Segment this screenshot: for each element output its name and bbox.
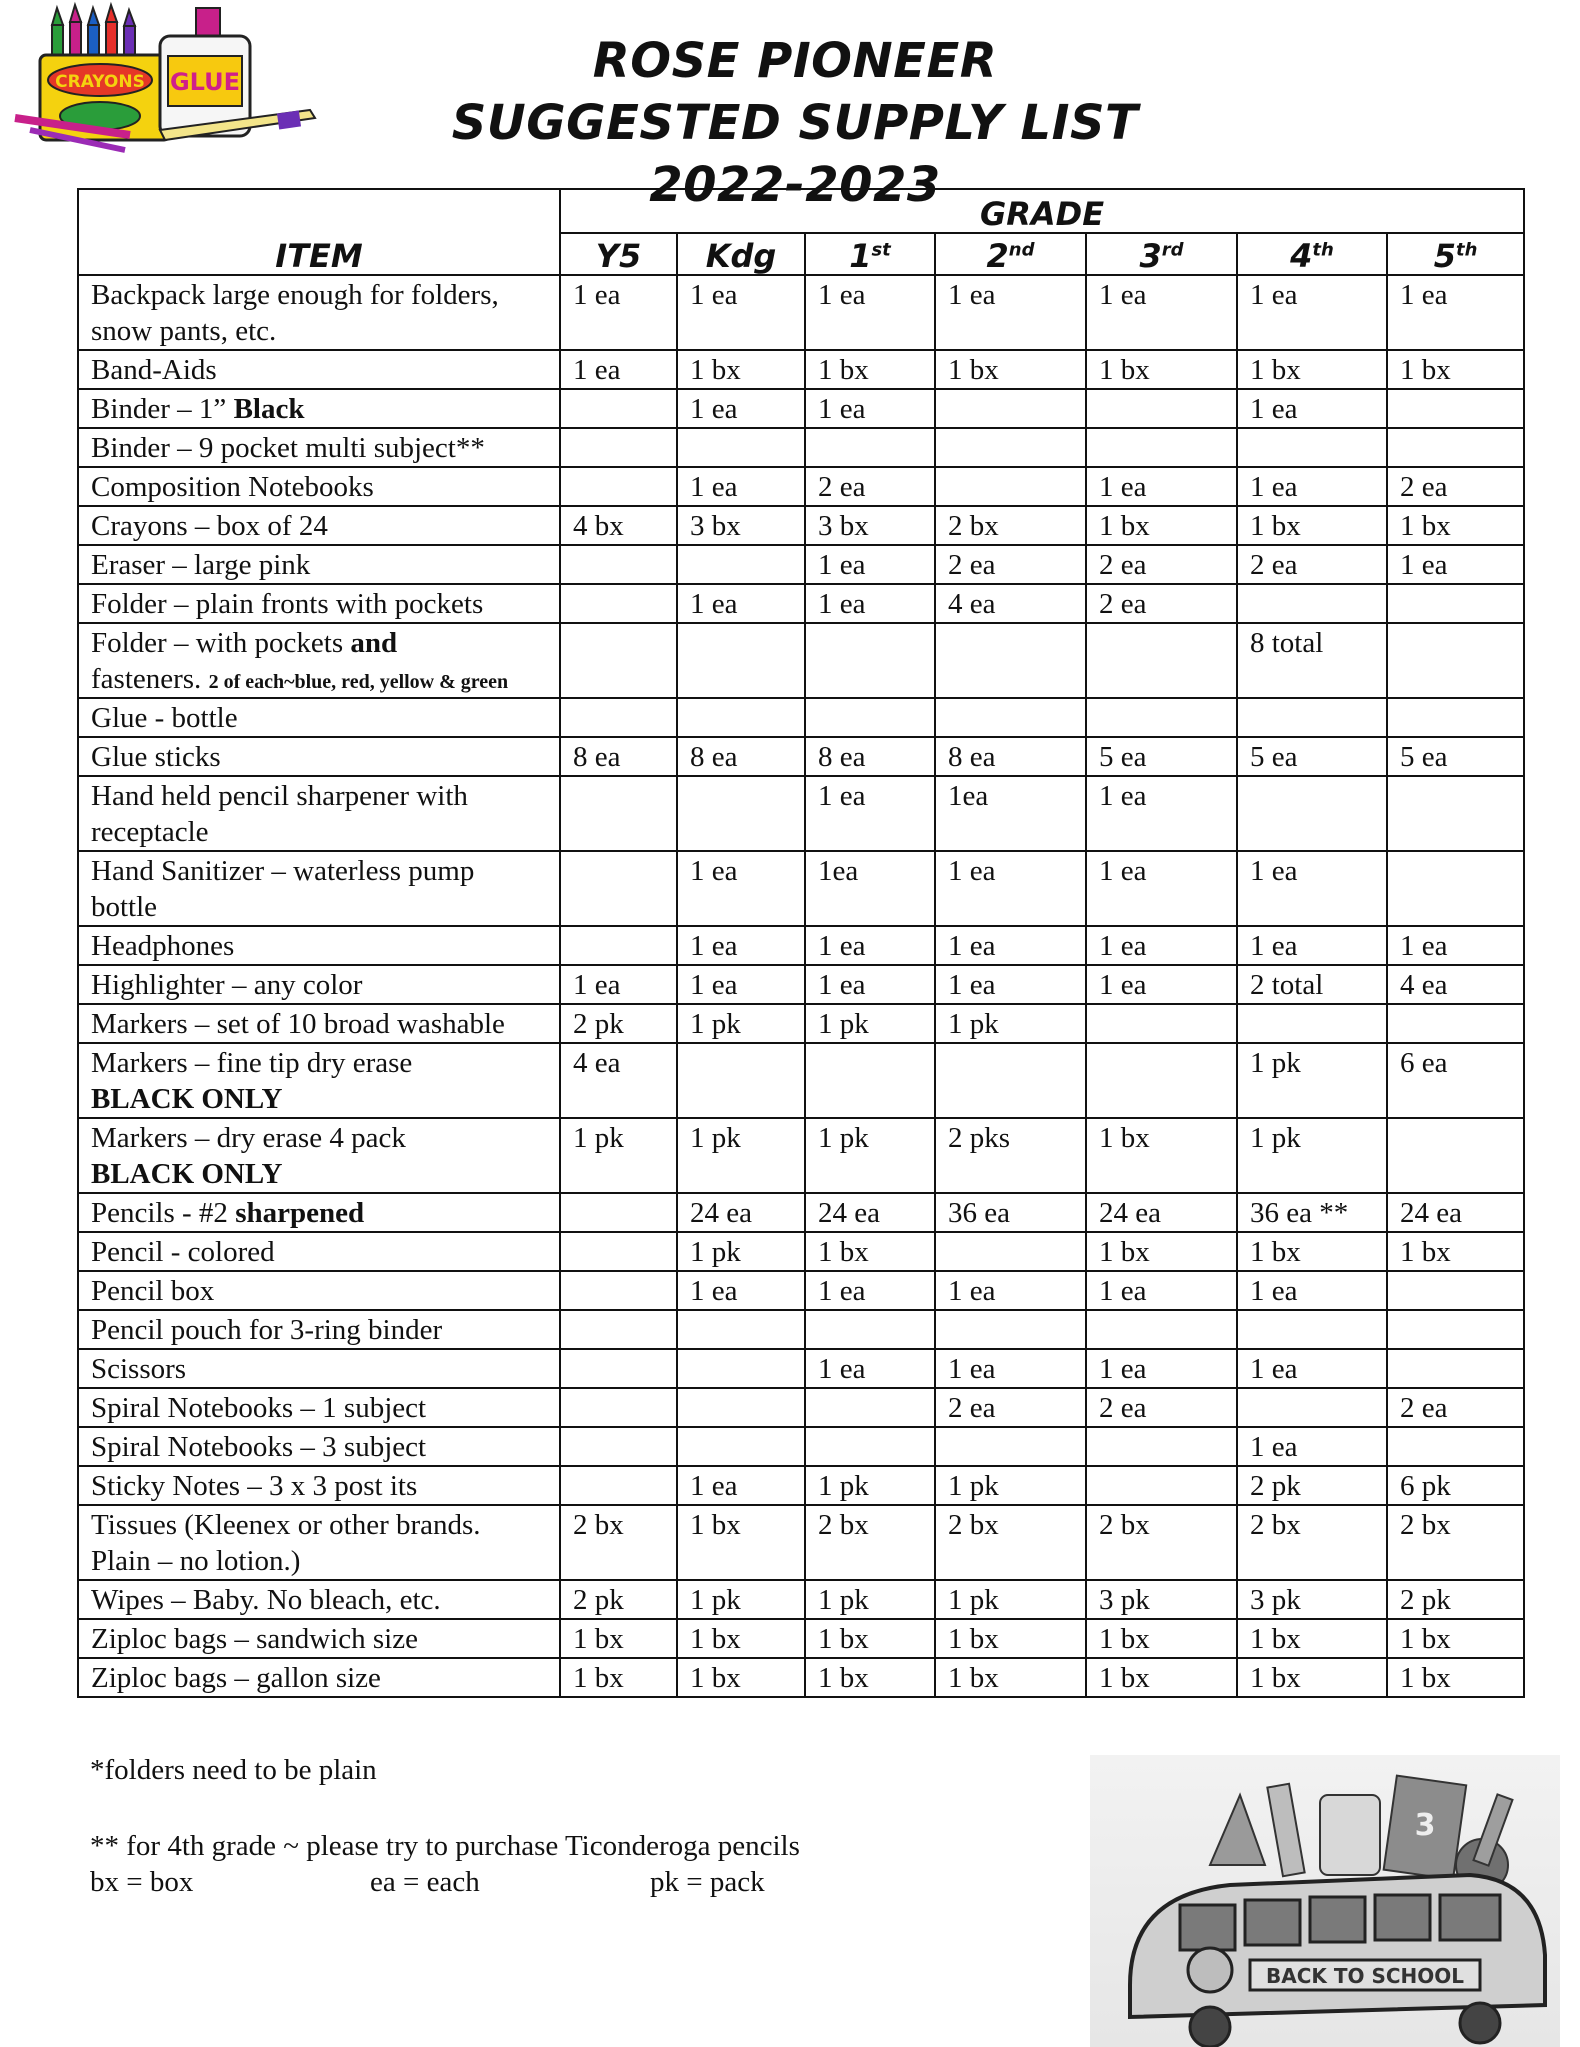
item-cell: Folder – plain fronts with pockets	[78, 584, 560, 623]
quantity-cell	[805, 1043, 935, 1118]
quantity-cell	[1387, 698, 1524, 737]
item-cell: Pencil box	[78, 1271, 560, 1310]
item-cell: Binder – 9 pocket multi subject**	[78, 428, 560, 467]
school-bus-clipart	[1090, 1755, 1560, 2047]
table-row	[78, 623, 1524, 698]
quantity-cell: 1 ea	[935, 851, 1086, 926]
quantity-cell: 1 bx	[1387, 350, 1524, 389]
quantity-cell: 1 bx	[677, 1658, 805, 1697]
list-title: SUGGESTED SUPPLY LIST 2022-2023	[451, 95, 1139, 213]
item-cell: Backpack large enough for folders, snow pants, etc.	[78, 275, 560, 350]
quantity-cell	[560, 1388, 677, 1427]
quantity-cell	[560, 1232, 677, 1271]
quantity-cell: 1 ea	[1237, 275, 1387, 350]
item-cell: Band-Aids	[78, 350, 560, 389]
quantity-cell: 1 ea	[1086, 926, 1237, 965]
quantity-cell: 8 ea	[560, 737, 677, 776]
quantity-cell: 1 pk	[560, 1118, 677, 1193]
table-row	[78, 698, 1524, 737]
quantity-cell: 4 ea	[560, 1043, 677, 1118]
item-cell: Wipes – Baby. No bleach, etc.	[78, 1580, 560, 1619]
quantity-cell: 2 total	[1237, 965, 1387, 1004]
item-cell: Pencils - #2 sharpened	[78, 1193, 560, 1232]
table-row	[78, 926, 1524, 965]
quantity-cell	[805, 1310, 935, 1349]
svg-text:CRAYONS: CRAYONS	[55, 72, 145, 92]
quantity-cell: 24 ea	[1387, 1193, 1524, 1232]
table-row	[78, 851, 1524, 926]
quantity-cell: 1 ea	[805, 965, 935, 1004]
item-cell: Highlighter – any color	[78, 965, 560, 1004]
quantity-cell: 1 ea	[1086, 1349, 1237, 1388]
item-cell: Tissues (Kleenex or other brands. Plain – no lotion.)	[78, 1505, 560, 1580]
quantity-cell: 1 bx	[677, 1505, 805, 1580]
quantity-cell: 1 ea	[1387, 275, 1524, 350]
quantity-cell: 1 bx	[1086, 506, 1237, 545]
quantity-cell: 2 bx	[1086, 1505, 1237, 1580]
table-row	[78, 1427, 1524, 1466]
quantity-cell: 1 bx	[1237, 506, 1387, 545]
quantity-cell: 1 bx	[1387, 1658, 1524, 1697]
quantity-cell	[560, 389, 677, 428]
quantity-cell: 1 ea	[1237, 1427, 1387, 1466]
quantity-cell: 1 bx	[935, 1658, 1086, 1697]
item-cell: Hand Sanitizer – waterless pump bottle	[78, 851, 560, 926]
quantity-cell	[560, 584, 677, 623]
quantity-cell: 1 ea	[1237, 926, 1387, 965]
quantity-cell: 1 pk	[935, 1004, 1086, 1043]
quantity-cell	[935, 428, 1086, 467]
quantity-cell: 1 pk	[805, 1118, 935, 1193]
quantity-cell: 2 bx	[935, 1505, 1086, 1580]
quantity-cell: 1 ea	[677, 965, 805, 1004]
quantity-cell: 1 ea	[1237, 389, 1387, 428]
quantity-cell	[677, 1388, 805, 1427]
quantity-cell: 1 bx	[560, 1658, 677, 1697]
quantity-cell	[677, 545, 805, 584]
quantity-cell: 3 pk	[1086, 1580, 1237, 1619]
quantity-cell: 1 ea	[677, 467, 805, 506]
quantity-cell: 1 bx	[560, 1619, 677, 1658]
folders-note: *folders need to be plain	[90, 1754, 377, 1786]
table-row	[78, 1580, 1524, 1619]
quantity-cell	[1086, 428, 1237, 467]
quantity-cell	[1387, 1004, 1524, 1043]
quantity-cell: 5 ea	[1237, 737, 1387, 776]
quantity-cell: 1 bx	[1086, 1118, 1237, 1193]
table-row	[78, 1658, 1524, 1697]
quantity-cell	[560, 1310, 677, 1349]
quantity-cell: 3 bx	[805, 506, 935, 545]
table-row	[78, 1004, 1524, 1043]
quantity-cell: 24 ea	[677, 1193, 805, 1232]
quantity-cell	[1086, 623, 1237, 698]
quantity-cell: 1 pk	[805, 1466, 935, 1505]
quantity-cell: 4 ea	[935, 584, 1086, 623]
quantity-cell: 1 ea	[805, 1271, 935, 1310]
quantity-cell: 1 pk	[1237, 1043, 1387, 1118]
table-row	[78, 275, 1524, 350]
quantity-cell	[805, 698, 935, 737]
table-row	[78, 1349, 1524, 1388]
quantity-cell: 1 pk	[1237, 1118, 1387, 1193]
quantity-cell	[1237, 584, 1387, 623]
quantity-cell	[1387, 1310, 1524, 1349]
quantity-cell	[1237, 1310, 1387, 1349]
item-cell: Glue sticks	[78, 737, 560, 776]
quantity-cell	[560, 545, 677, 584]
table-row	[78, 1043, 1524, 1118]
quantity-cell	[677, 428, 805, 467]
quantity-cell: 2 ea	[1387, 467, 1524, 506]
quantity-cell: 1 bx	[805, 1232, 935, 1271]
item-cell: Scissors	[78, 1349, 560, 1388]
quantity-cell: 1 ea	[677, 851, 805, 926]
quantity-cell: 1 ea	[677, 389, 805, 428]
quantity-cell	[935, 623, 1086, 698]
table-row	[78, 1310, 1524, 1349]
quantity-cell	[1387, 389, 1524, 428]
quantity-cell: 1 ea	[1237, 1271, 1387, 1310]
quantity-cell: 1 ea	[935, 1349, 1086, 1388]
quantity-cell: 1 pk	[677, 1580, 805, 1619]
quantity-cell	[1086, 1427, 1237, 1466]
quantity-cell: 24 ea	[805, 1193, 935, 1232]
quantity-cell: 1 ea	[677, 275, 805, 350]
quantity-cell: 1 ea	[677, 1466, 805, 1505]
quantity-cell: 4 ea	[1387, 965, 1524, 1004]
table-row	[78, 1505, 1524, 1580]
quantity-cell	[1387, 1349, 1524, 1388]
table-row	[78, 1388, 1524, 1427]
quantity-cell: 2 bx	[1387, 1505, 1524, 1580]
item-cell: Ziploc bags – gallon size	[78, 1658, 560, 1697]
quantity-cell: 1 ea	[935, 1271, 1086, 1310]
quantity-cell	[560, 1466, 677, 1505]
quantity-cell: 1 ea	[560, 350, 677, 389]
quantity-cell: 1 bx	[935, 1619, 1086, 1658]
quantity-cell	[1387, 1427, 1524, 1466]
quantity-cell	[1237, 1388, 1387, 1427]
quantity-cell: 1 ea	[805, 389, 935, 428]
quantity-cell	[935, 1043, 1086, 1118]
quantity-cell	[560, 926, 677, 965]
item-cell: Spiral Notebooks – 3 subject	[78, 1427, 560, 1466]
quantity-cell: 1 ea	[677, 926, 805, 965]
quantity-cell	[1237, 698, 1387, 737]
supply-table-body	[78, 275, 1524, 1697]
quantity-cell	[935, 1232, 1086, 1271]
table-row	[78, 545, 1524, 584]
quantity-cell: 2 bx	[560, 1505, 677, 1580]
quantity-cell	[935, 1427, 1086, 1466]
quantity-cell: 1 ea	[935, 926, 1086, 965]
quantity-cell: 2 bx	[1237, 1505, 1387, 1580]
quantity-cell: 1 bx	[1237, 350, 1387, 389]
quantity-cell: 8 ea	[935, 737, 1086, 776]
quantity-cell: 3 bx	[677, 506, 805, 545]
table-row	[78, 1466, 1524, 1505]
item-cell: Eraser – large pink	[78, 545, 560, 584]
quantity-cell: 2 ea	[805, 467, 935, 506]
quantity-cell	[805, 1427, 935, 1466]
quantity-cell: 36 ea **	[1237, 1193, 1387, 1232]
grade-column-header: Y5	[560, 233, 677, 275]
quantity-cell: 1 ea	[935, 275, 1086, 350]
school-name: ROSE PIONEER	[592, 33, 998, 89]
quantity-cell: 2 ea	[1387, 1388, 1524, 1427]
quantity-cell	[677, 1349, 805, 1388]
item-cell: Sticky Notes – 3 x 3 post its	[78, 1466, 560, 1505]
quantity-cell: 1 bx	[1387, 506, 1524, 545]
table-row	[78, 506, 1524, 545]
quantity-cell	[677, 776, 805, 851]
quantity-cell: 1 ea	[1086, 776, 1237, 851]
quantity-cell: 2 ea	[1086, 584, 1237, 623]
quantity-cell: 2 pk	[560, 1580, 677, 1619]
quantity-cell	[1237, 776, 1387, 851]
item-cell: Pencil pouch for 3-ring binder	[78, 1310, 560, 1349]
svg-text:3: 3	[1414, 1808, 1436, 1843]
quantity-cell: 1 ea	[1237, 467, 1387, 506]
quantity-cell: 1 ea	[805, 275, 935, 350]
quantity-cell: 24 ea	[1086, 1193, 1237, 1232]
table-row	[78, 776, 1524, 851]
table-row	[78, 467, 1524, 506]
quantity-cell: 1 bx	[1237, 1232, 1387, 1271]
table-row	[78, 1619, 1524, 1658]
item-cell: Ziploc bags – sandwich size	[78, 1619, 560, 1658]
quantity-cell: 6 ea	[1387, 1043, 1524, 1118]
quantity-cell: 1 ea	[1387, 926, 1524, 965]
quantity-cell: 1 ea	[805, 1349, 935, 1388]
grade-header: GRADE	[560, 189, 1524, 233]
table-row	[78, 350, 1524, 389]
quantity-cell: 5 ea	[1086, 737, 1237, 776]
quantity-cell	[1387, 584, 1524, 623]
quantity-cell	[1387, 428, 1524, 467]
svg-text:GLUE: GLUE	[169, 68, 241, 96]
quantity-cell	[805, 428, 935, 467]
quantity-cell	[677, 1427, 805, 1466]
quantity-cell: 1 ea	[1086, 467, 1237, 506]
quantity-cell: 1 pk	[935, 1580, 1086, 1619]
quantity-cell: 1 ea	[677, 584, 805, 623]
quantity-cell	[560, 851, 677, 926]
table-row	[78, 428, 1524, 467]
quantity-cell	[1387, 776, 1524, 851]
quantity-cell: 1 ea	[1086, 1271, 1237, 1310]
quantity-cell	[560, 1271, 677, 1310]
quantity-cell: 2 ea	[935, 1388, 1086, 1427]
quantity-cell: 1 ea	[1086, 275, 1237, 350]
item-cell: Markers – set of 10 broad washable	[78, 1004, 560, 1043]
crayons-glue-clipart	[10, 0, 330, 170]
quantity-cell	[560, 1349, 677, 1388]
table-row	[78, 737, 1524, 776]
grade-column-header: 4th	[1237, 233, 1387, 275]
quantity-cell	[805, 1388, 935, 1427]
quantity-cell: 2 ea	[1237, 545, 1387, 584]
quantity-cell: 1ea	[935, 776, 1086, 851]
quantity-cell: 1 ea	[935, 965, 1086, 1004]
quantity-cell	[677, 1043, 805, 1118]
quantity-cell: 1 pk	[805, 1580, 935, 1619]
quantity-cell	[1387, 1271, 1524, 1310]
table-row	[78, 389, 1524, 428]
quantity-cell	[1086, 1004, 1237, 1043]
item-cell: Pencil - colored	[78, 1232, 560, 1271]
quantity-cell: 1 bx	[1237, 1619, 1387, 1658]
glue-bottle-icon	[160, 8, 250, 136]
quantity-cell	[935, 698, 1086, 737]
quantity-cell: 1 ea	[805, 545, 935, 584]
quantity-cell	[1387, 623, 1524, 698]
table-row	[78, 965, 1524, 1004]
supply-table	[77, 188, 1525, 1698]
quantity-cell: 1 ea	[1086, 851, 1237, 926]
quantity-cell: 2 ea	[1086, 1388, 1237, 1427]
quantity-cell	[1086, 1310, 1237, 1349]
quantity-cell: 1 bx	[1086, 1658, 1237, 1697]
grade-column-header: 5th	[1387, 233, 1524, 275]
quantity-cell: 1 pk	[935, 1466, 1086, 1505]
quantity-cell: 2 pks	[935, 1118, 1086, 1193]
quantity-cell: 1 ea	[805, 926, 935, 965]
grade-column-header: Kdg	[677, 233, 805, 275]
quantity-cell: 1ea	[805, 851, 935, 926]
table-row	[78, 1193, 1524, 1232]
quantity-cell	[1237, 1004, 1387, 1043]
quantity-cell: 2 pk	[1237, 1466, 1387, 1505]
quantity-cell	[677, 1310, 805, 1349]
table-row	[78, 1118, 1524, 1193]
item-cell: Headphones	[78, 926, 560, 965]
quantity-cell: 4 bx	[560, 506, 677, 545]
quantity-cell: 1 bx	[677, 1619, 805, 1658]
quantity-cell: 1 ea	[560, 275, 677, 350]
quantity-cell: 8 total	[1237, 623, 1387, 698]
quantity-cell: 2 bx	[935, 506, 1086, 545]
grade-column-header: 1st	[805, 233, 935, 275]
quantity-cell: 1 ea	[1237, 851, 1387, 926]
quantity-cell: 2 pk	[1387, 1580, 1524, 1619]
table-row	[78, 584, 1524, 623]
pencils-note: ** for 4th grade ~ please try to purchase Ticonderoga pencils	[90, 1830, 800, 1862]
quantity-cell: 1 pk	[677, 1004, 805, 1043]
quantity-cell: 1 bx	[1237, 1658, 1387, 1697]
quantity-cell	[560, 776, 677, 851]
quantity-cell	[560, 698, 677, 737]
quantity-cell: 1 ea	[1237, 1349, 1387, 1388]
quantity-cell: 1 ea	[1086, 965, 1237, 1004]
grade-column-header: 2nd	[935, 233, 1086, 275]
quantity-cell: 2 ea	[1086, 545, 1237, 584]
quantity-cell: 2 pk	[560, 1004, 677, 1043]
quantity-cell: 1 ea	[1387, 545, 1524, 584]
quantity-cell	[560, 428, 677, 467]
quantity-cell: 1 ea	[805, 776, 935, 851]
quantity-cell	[560, 1427, 677, 1466]
quantity-cell: 1 bx	[1387, 1619, 1524, 1658]
quantity-cell	[1086, 698, 1237, 737]
quantity-cell	[805, 623, 935, 698]
quantity-cell: 1 ea	[677, 1271, 805, 1310]
quantity-cell: 1 ea	[805, 584, 935, 623]
quantity-cell: 1 bx	[1086, 1619, 1237, 1658]
svg-text:BACK TO SCHOOL: BACK TO SCHOOL	[1265, 1964, 1465, 1988]
legend-pack: pk = pack	[650, 1866, 765, 1898]
quantity-cell	[560, 623, 677, 698]
quantity-cell	[1086, 1043, 1237, 1118]
quantity-cell: 1 bx	[1086, 350, 1237, 389]
quantity-cell: 1 pk	[805, 1004, 935, 1043]
quantity-cell	[560, 1193, 677, 1232]
item-cell: Hand held pencil sharpener with receptacle	[78, 776, 560, 851]
quantity-cell: 1 bx	[805, 1658, 935, 1697]
grade-column-header: 3rd	[1086, 233, 1237, 275]
quantity-cell: 1 bx	[1086, 1232, 1237, 1271]
table-row	[78, 1232, 1524, 1271]
item-cell: Markers – fine tip dry erase BLACK ONLY	[78, 1043, 560, 1118]
table-row	[78, 1271, 1524, 1310]
quantity-cell	[1086, 389, 1237, 428]
quantity-cell: 8 ea	[677, 737, 805, 776]
quantity-cell: 1 bx	[805, 350, 935, 389]
quantity-cell: 36 ea	[935, 1193, 1086, 1232]
quantity-cell: 1 pk	[677, 1118, 805, 1193]
quantity-cell: 2 ea	[935, 545, 1086, 584]
quantity-cell	[560, 467, 677, 506]
item-cell: Glue - bottle	[78, 698, 560, 737]
quantity-cell: 1 ea	[560, 965, 677, 1004]
quantity-cell: 6 pk	[1387, 1466, 1524, 1505]
quantity-cell	[1387, 1118, 1524, 1193]
item-column-header: ITEM	[78, 189, 560, 275]
legend-each: ea = each	[370, 1866, 480, 1898]
quantity-cell	[677, 698, 805, 737]
quantity-cell: 8 ea	[805, 737, 935, 776]
quantity-cell	[1237, 428, 1387, 467]
quantity-cell	[677, 623, 805, 698]
quantity-cell	[1387, 851, 1524, 926]
item-cell: Folder – with pockets and fasteners. 2 of each~blue, red, yellow & green	[78, 623, 560, 698]
quantity-cell: 1 pk	[677, 1232, 805, 1271]
item-cell: Markers – dry erase 4 pack BLACK ONLY	[78, 1118, 560, 1193]
quantity-cell	[935, 389, 1086, 428]
quantity-cell: 1 bx	[1387, 1232, 1524, 1271]
item-cell: Spiral Notebooks – 1 subject	[78, 1388, 560, 1427]
quantity-cell: 1 bx	[935, 350, 1086, 389]
quantity-cell: 5 ea	[1387, 737, 1524, 776]
quantity-cell	[1086, 1466, 1237, 1505]
quantity-cell: 1 bx	[805, 1619, 935, 1658]
item-cell: Crayons – box of 24	[78, 506, 560, 545]
quantity-cell: 2 bx	[805, 1505, 935, 1580]
legend-box: bx = box	[90, 1866, 194, 1898]
quantity-cell	[935, 467, 1086, 506]
item-cell: Composition Notebooks	[78, 467, 560, 506]
item-cell: Binder – 1” Black	[78, 389, 560, 428]
quantity-cell: 1 bx	[677, 350, 805, 389]
quantity-cell	[935, 1310, 1086, 1349]
quantity-cell: 3 pk	[1237, 1580, 1387, 1619]
